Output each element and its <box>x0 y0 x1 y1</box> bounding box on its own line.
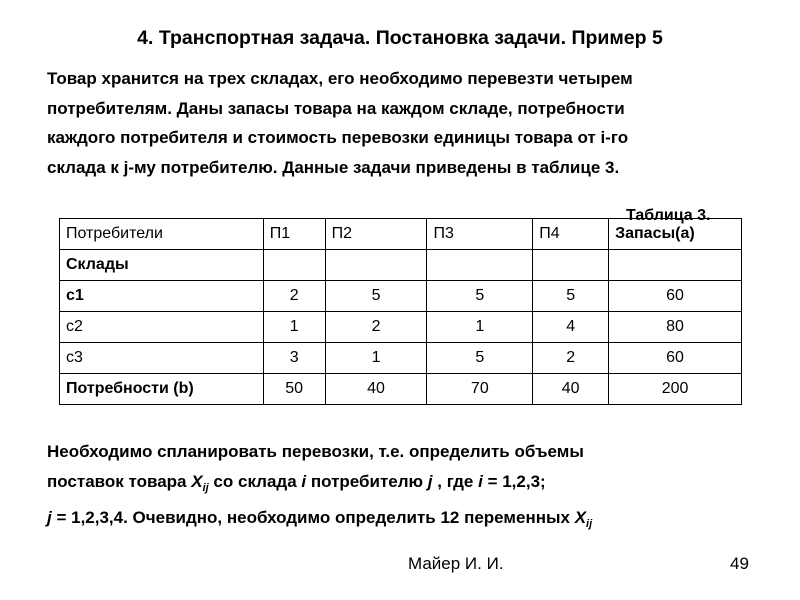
header-cell-p4: П4 <box>533 219 609 250</box>
outro-text: , где <box>432 471 479 491</box>
outro-line <box>47 467 767 504</box>
empty-cell <box>427 250 533 281</box>
table-row <box>60 312 742 343</box>
transport-table <box>59 218 742 405</box>
empty-cell <box>263 250 325 281</box>
subheader-cell-warehouses: Склады <box>60 250 264 281</box>
empty-cell <box>609 250 742 281</box>
row-label: Потребности (b) <box>60 374 264 405</box>
row-label: с3 <box>60 343 264 374</box>
demand-cell: 40 <box>325 374 427 405</box>
variable-j: j <box>47 508 52 527</box>
page-number: 49 <box>730 554 749 573</box>
outro-text: = 1,2,3; <box>482 471 546 491</box>
cost-cell: 4 <box>533 312 609 343</box>
variable-i: i <box>478 471 483 491</box>
table-row <box>60 343 742 374</box>
outro-paragraph <box>47 437 767 540</box>
cost-cell: 5 <box>325 281 427 312</box>
cost-cell: 3 <box>263 343 325 374</box>
intro-line: Товар хранится на трех складах, его необходимо перевезти четырем <box>47 69 633 88</box>
table-header-row <box>60 219 742 250</box>
variable-x: X <box>191 471 203 491</box>
demand-cell: 70 <box>427 374 533 405</box>
table-row <box>60 281 742 312</box>
cost-cell: 1 <box>427 312 533 343</box>
empty-cell <box>533 250 609 281</box>
header-cell-consumers: Потребители <box>60 219 264 250</box>
cost-cell: 2 <box>325 312 427 343</box>
table-subheader-row <box>60 250 742 281</box>
cost-cell: 5 <box>427 281 533 312</box>
subscript-ij: ij <box>586 518 593 530</box>
empty-cell <box>325 250 427 281</box>
outro-line: Необходимо спланировать перевозки, т.е. определить объемы <box>47 442 584 461</box>
outro-text: = 1,2,3,4. Очевидно, необходимо определить 12 переменных <box>51 508 575 527</box>
header-cell-supply: Запасы(a) <box>609 219 742 250</box>
variable-j: j <box>427 471 433 491</box>
intro-paragraph <box>47 64 767 182</box>
supply-cell: 80 <box>609 312 742 343</box>
row-label: с1 <box>60 281 264 312</box>
intro-line: склада к j-му потребителю. Данные задачи приведены в таблице 3. <box>47 157 620 177</box>
cost-cell: 1 <box>325 343 427 374</box>
header-cell-p1: П1 <box>263 219 325 250</box>
row-label: с2 <box>60 312 264 343</box>
cost-cell: 1 <box>263 312 325 343</box>
total-cell: 200 <box>609 374 742 405</box>
header-cell-p3: П3 <box>427 219 533 250</box>
variable-x: X <box>574 508 587 527</box>
demand-cell: 40 <box>533 374 609 405</box>
variable-i: i <box>301 471 307 491</box>
header-cell-p2: П2 <box>325 219 427 250</box>
cost-cell: 2 <box>533 343 609 374</box>
cost-cell: 5 <box>533 281 609 312</box>
outro-text: потребителю <box>306 471 428 491</box>
cost-cell: 5 <box>427 343 533 374</box>
supply-cell: 60 <box>609 343 742 374</box>
table-caption: Таблица 3. <box>626 207 711 224</box>
intro-line: потребителям. Даны запасы товара на каждом складе, потребности <box>47 98 625 118</box>
outro-line <box>47 503 767 540</box>
footer-author: Майер И. И. <box>408 554 504 573</box>
table-demand-row <box>60 374 742 405</box>
demand-cell: 50 <box>263 374 325 405</box>
intro-line: каждого потребителя и стоимость перевозки единицы товара от i-го <box>47 128 629 147</box>
subscript-ij: ij <box>202 481 209 494</box>
outro-text: со склада <box>208 471 302 491</box>
cost-cell: 2 <box>263 281 325 312</box>
supply-cell: 60 <box>609 281 742 312</box>
slide-title: 4. Транспортная задача. Постановка задачи. Пример 5 <box>137 27 663 49</box>
outro-text: поставок товара <box>47 471 192 491</box>
